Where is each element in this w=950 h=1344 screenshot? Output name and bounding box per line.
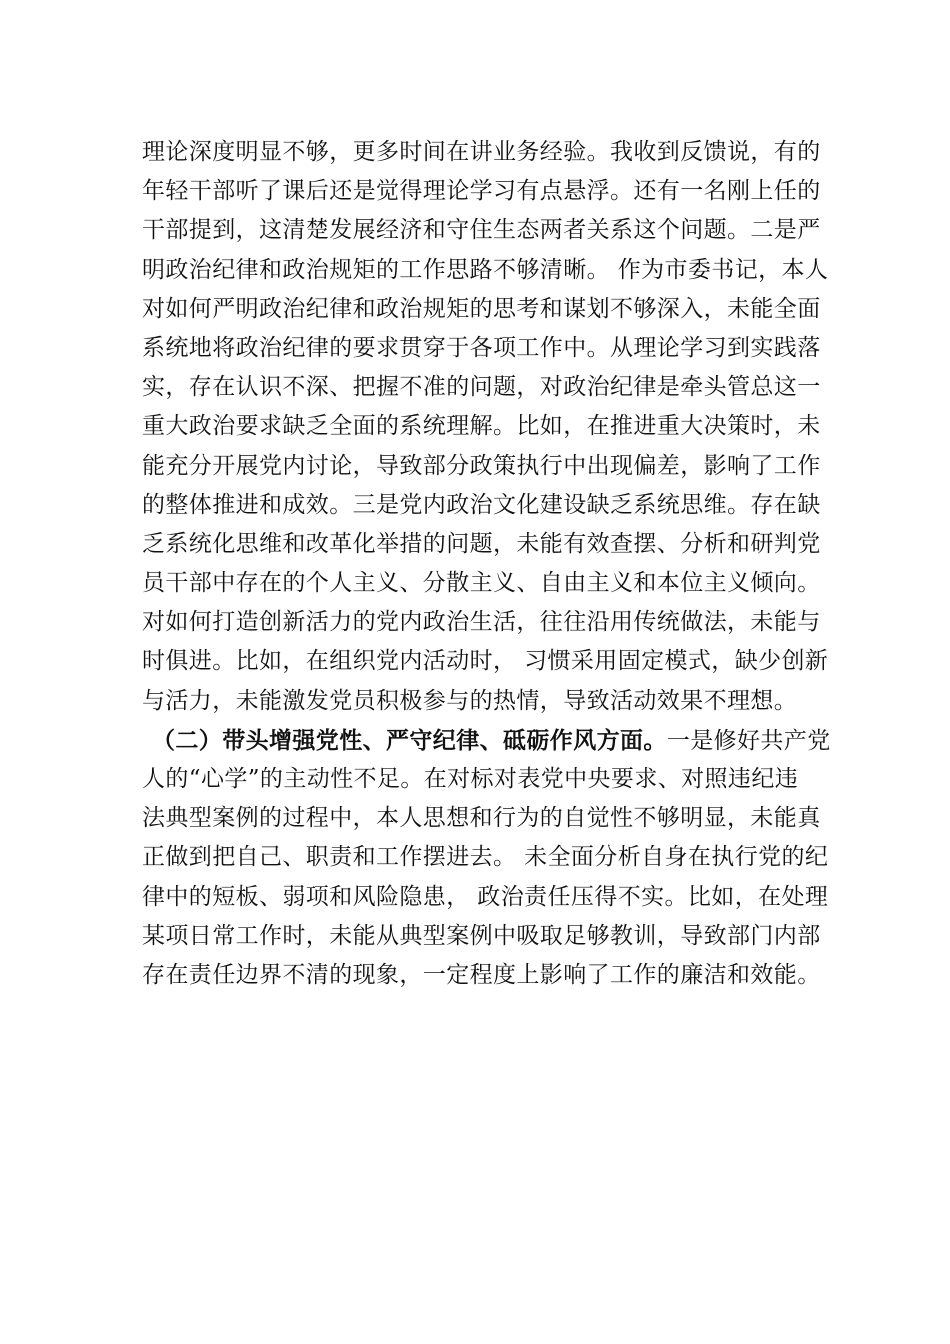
section-heading-line [142, 721, 831, 760]
text-line: 年轻干部听了课后还是觉得理论学习有点悬浮。还有一名刚上任的 [142, 178, 821, 205]
text-line: 重大政治要求缺乏全面的系统理解。比如，在推进重大决策时，未 [142, 413, 821, 440]
text-line: 与活力，未能激发党员积极参与的热情，导致活动效果不理想。 [142, 687, 798, 714]
text-line: 人的“心学”的主动性不足。在对标对表党中央要求、对照违纪违 [142, 766, 799, 792]
text-line: 的整体推进和成效。三是党内政治文化建设缺乏系统思维。存在缺 [142, 491, 821, 518]
text-line: 对如何严明政治纪律和政治规矩的思考和谋划不够深入，未能全面 [142, 295, 821, 322]
text-line: 乏系统化思维和改革化举措的问题，未能有效查摆、分析和研判党 [142, 530, 821, 557]
text-line: 存在责任边界不清的现象，一定程度上影响了工作的廉洁和效能。 [142, 961, 821, 988]
text-line: 员干部中存在的个人主义、分散主义、自由主义和本位主义倾向。 [142, 570, 821, 597]
text-line: 明政治纪律和政治规矩的工作思路不够清晰。 作为市委书记，本人 [142, 256, 829, 283]
text-line: 时俱进。比如，在组织党内活动时， 习惯采用固定模式，缺少创新 [142, 648, 829, 675]
section-heading: （二）带头增强党性、严守纪律、砥砺作风方面。 [152, 726, 667, 754]
text-line: 系统地将政治纪律的要求贯穿于各项工作中。从理论学习到实践落 [142, 334, 821, 361]
body-text [142, 133, 831, 995]
text-line: 实，存在认识不深、把握不准的问题，对政治纪律是牵头管总这一 [142, 374, 821, 401]
text-line: 对如何打造创新活力的党内政治生活，往往沿用传统做法，未能与 [142, 609, 821, 636]
text-line: 某项日常工作时，未能从典型案例中吸取足够教训，导致部门内部 [142, 922, 821, 949]
text-line: 干部提到，这清楚发展经济和守住生态两者关系这个问题。二是严 [142, 217, 821, 244]
text-line: 正做到把自己、职责和工作摆进去。 未全面分析自身在执行党的纪 [142, 844, 829, 871]
section-heading-continuation: 一是修好共产党 [666, 727, 831, 754]
text-line: 理论深度明显不够，更多时间在讲业务经验。我收到反馈说，有的 [142, 139, 821, 165]
text-line: 能充分开展党内讨论，导致部分政策执行中出现偏差，影响了工作 [142, 452, 821, 479]
text-line: 律中的短板、弱项和风险隐患， 政治责任压得不实。比如，在处理 [142, 883, 829, 910]
text-line: 法典型案例的过程中，本人思想和行为的自觉性不够明显，未能真 [142, 805, 821, 832]
